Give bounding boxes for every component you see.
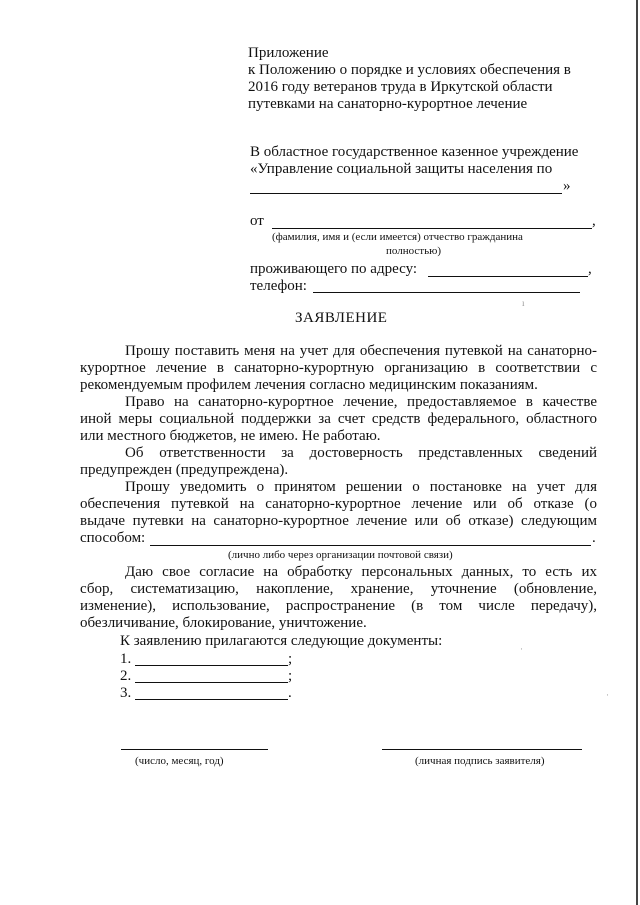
text-line: иной меры социальной поддержки за счет средств федерального, областного: [80, 411, 597, 427]
paragraph-3: [80, 445, 597, 479]
doc-blank-line[interactable]: [135, 699, 288, 700]
signature-hint: (личная подпись заявителя): [415, 755, 545, 767]
doc-blank-line[interactable]: [135, 665, 288, 666]
text-line: Прошу поставить меня на учет для обеспечения путевкой на санаторно-: [125, 343, 597, 359]
method-label: способом:: [80, 530, 146, 546]
scan-mark: ·: [520, 644, 523, 654]
paragraph-2: [80, 394, 597, 445]
method-hint: (лично либо через организации почтовой связи): [228, 549, 453, 561]
address-end: ,: [588, 261, 592, 277]
scan-mark: ı: [522, 298, 525, 308]
doc-end: ;: [288, 651, 293, 667]
phone-blank-line[interactable]: [313, 292, 580, 293]
doc-end: .: [288, 685, 292, 701]
text-line: Даю свое согласие на обработку персональных данных, то есть их: [125, 564, 597, 580]
addressee-blank-line[interactable]: [250, 193, 562, 194]
paragraph-4: [80, 479, 597, 530]
doc-number: 3.: [120, 685, 132, 701]
fio-blank-line[interactable]: [272, 228, 592, 229]
from-end: ,: [592, 213, 596, 229]
text-line: выдаче путевки на санаторно-курортное лечение или об отказе) следующим: [80, 513, 597, 529]
paragraph-5: [80, 564, 597, 632]
fio-hint: (фамилия, имя и (если имеется) отчество гражданина: [272, 231, 523, 243]
paragraph-1: [80, 343, 597, 394]
method-end: .: [592, 530, 596, 546]
address-label: проживающего по адресу:: [250, 261, 418, 277]
addressee-line: В областное государственное казенное учреждение: [250, 144, 579, 160]
text-line: обеспечения путевкой на санаторно-курортное лечение или об отказе (о: [80, 496, 597, 512]
date-hint: (число, месяц, год): [135, 755, 224, 767]
doc-number: 1.: [120, 651, 132, 667]
text-line: обезличивание, блокирование, уничтожение.: [80, 615, 367, 631]
appendix-line: 2016 году ветеранов труда в Иркутской области: [248, 79, 553, 95]
scan-edge: [636, 0, 638, 905]
text-line: или местного бюджетов, не имею. Не работаю.: [80, 428, 381, 444]
text-line: рекомендуемым профилем лечения согласно медицинским показаниям.: [80, 377, 538, 393]
appendix-line: путевками на санаторно-курортное лечение: [248, 96, 528, 112]
document-heading: ЗАЯВЛЕНИЕ: [295, 310, 388, 326]
text-line: предупрежден (предупреждена).: [80, 462, 289, 478]
docs-intro: К заявлению прилагаются следующие документы:: [120, 633, 443, 649]
text-line: курортное лечение в санаторно-курортную организацию в соответствии с: [80, 360, 597, 376]
address-blank-line[interactable]: [428, 276, 588, 277]
doc-end: ;: [288, 668, 293, 684]
date-blank-line[interactable]: [121, 749, 268, 750]
text-line: Право на санаторно-курортное лечение, предоставляемое в качестве: [125, 394, 597, 410]
addressee-line: «Управление социальной защиты населения по: [250, 161, 553, 177]
text-line: Прошу уведомить о принятом решении о постановке на учет для: [125, 479, 597, 495]
scan-mark: ·: [606, 690, 609, 700]
text-line: Об ответственности за достоверность представленных сведений: [125, 445, 597, 461]
signature-blank-line[interactable]: [382, 749, 582, 750]
phone-label: телефон:: [250, 278, 307, 294]
text-line: сбор, систематизацию, накопление, хранение, уточнение (обновление,: [80, 581, 597, 597]
close-quote: »: [563, 178, 571, 194]
appendix-title: Приложение: [248, 45, 329, 61]
doc-blank-line[interactable]: [135, 682, 288, 683]
fio-hint: полностью): [386, 245, 441, 257]
doc-number: 2.: [120, 668, 132, 684]
from-label: от: [250, 213, 264, 229]
method-blank-line[interactable]: [150, 545, 591, 546]
text-line: изменение), использование, распространение (в том числе передачу),: [80, 598, 597, 614]
appendix-line: к Положению о порядке и условиях обеспечения в: [248, 62, 571, 78]
